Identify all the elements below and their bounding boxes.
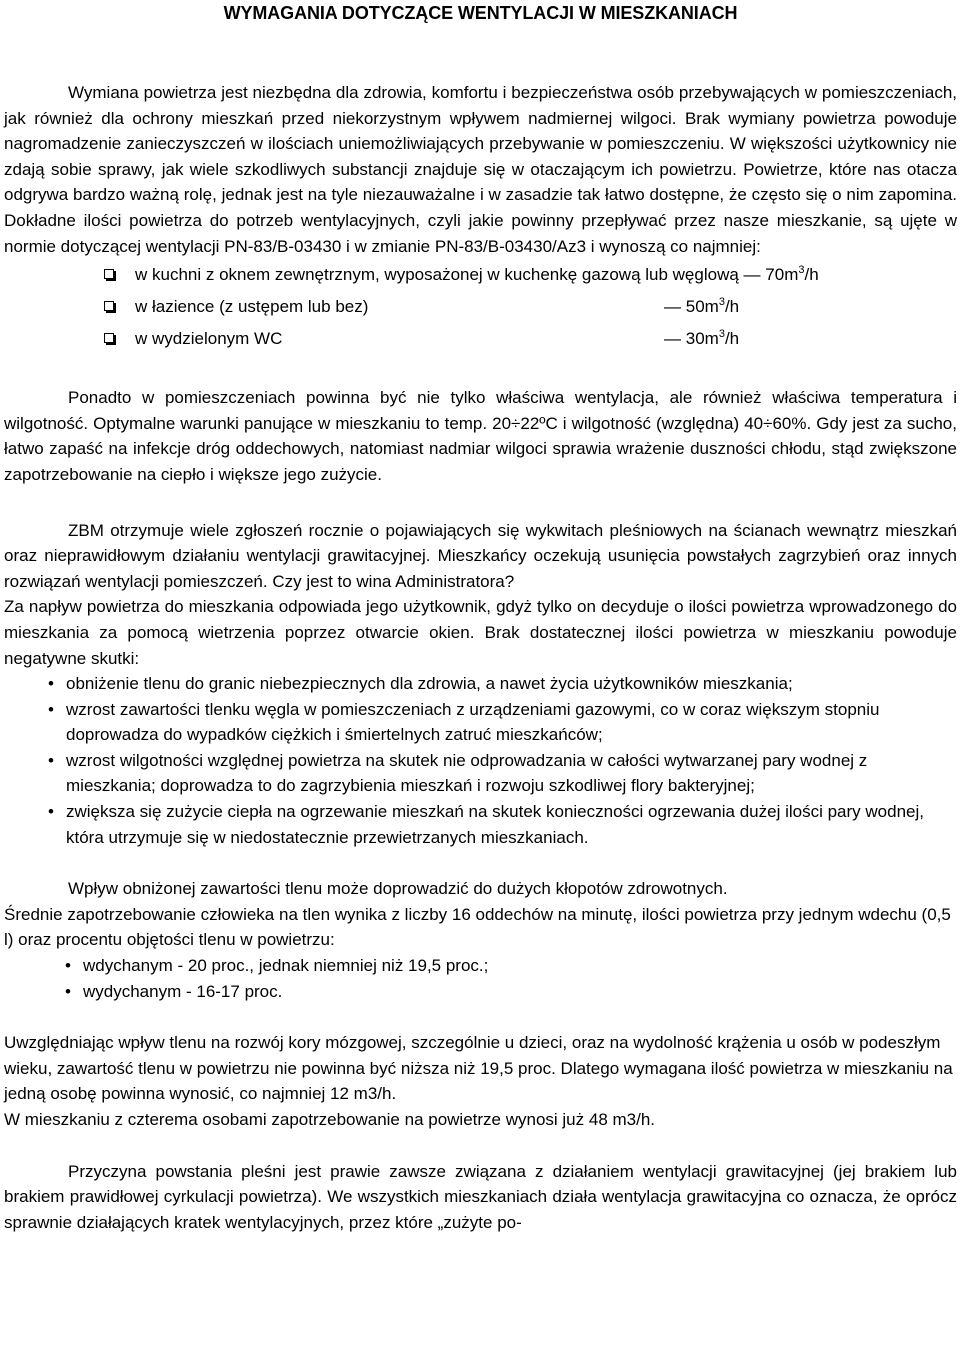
page-title: WYMAGANIA DOTYCZĄCE WENTYLACJI W MIESZKANIACH: [223, 3, 738, 23]
requirement-item: [4, 323, 957, 355]
oxygen-paragraph: Wpływ obniżonej zawartości tlenu może doprowadzić do dużych kłopotów zdrowotnych.: [68, 879, 728, 899]
effect-item: • wzrost zawartości tlenku węgla w pomieszczeniach z urządzeniami gazowymi, co w coraz większym stopniu doprowadza do wypadków ciężkich i śmiertelnych zatruć mieszkańców;: [4, 697, 957, 748]
oxygen-item: • wydychanym - 16-17 proc.: [4, 979, 957, 1005]
requirement-value: — $30m^3/h$: [664, 328, 740, 349]
four-persons-paragraph: W mieszkaniu z czterema osobami zapotrzebowanie na powietrze wynosi już 48 m3/h.: [4, 1110, 656, 1129]
zbm-paragraph: ZBM otrzymuje wiele zgłoszeń rocznie o pojawiających się wykwitach pleśniowych na ścianach wewnątrz mieszkań oraz nieprawidłowym działaniu wentylacji grawitacyjnej. Mieszkańcy oczekują usunięcia powstałych zagrzybień oraz innych rozwiązań wentylacji pomieszczeń. Czy jest to wina Administratora?: [4, 520, 957, 591]
requirement-item: [4, 291, 957, 323]
conditions-paragraph: Ponadto w pomieszczeniach powinna być nie tylko właściwa wentylacja, ale również właściwa temperatura i wilgotność. Optymalne warunki panujące w mieszkaniu to temp. 20÷22ºC i wilgotność (względna) 40÷60%. Gdy jest za sucho, łatwo zapaść na infekcje dróg oddechowych, natomiast nadmiar wilgoci sprawia wrażenie duszności chłodu, stąd zwiększone zapotrzebowanie na ciepło i większe jego zużycie.: [4, 388, 957, 484]
checkbox-bullet-icon: [104, 333, 114, 343]
requirement-item: [4, 259, 957, 291]
mold-paragraph: Przyczyna powstania pleśni jest prawie zawsze związana z działaniem wentylacji grawitacyjnej (jej brakiem lub brakiem prawidłowej cyrkulacji powietrza). We wszystkich mieszkaniach działa wentylacja grawitacyjna co oznacza, że oprócz sprawnie działających kratek wentylacyjnych, przez które „zużyte po-: [4, 1161, 957, 1232]
checkbox-bullet-icon: [104, 301, 114, 311]
checkbox-bullet-icon: [104, 269, 114, 279]
requirement-value: $70m^3/h$: [765, 264, 819, 285]
requirement-dash: —: [743, 265, 761, 285]
effect-item: • wzrost wilgotności względnej powietrza na skutek nie odprowadzania w całości wytwarzanej pary wodnej z mieszkania; doprowadza to do zagrzybienia mieszkań i rozwoju szkodliwej flory bakteryjnej;: [4, 748, 957, 799]
oxygen-list: [4, 953, 957, 1004]
requirements-list: [4, 259, 957, 355]
requirement-label: w łazience (z ustępem lub bez): [135, 297, 369, 317]
requirement-label: w kuchni z oknem zewnętrznym, wyposażonej w kuchenkę gazową lub węglową: [135, 265, 739, 285]
effects-list: [4, 671, 957, 850]
effect-item: • obniżenie tlenu do granic niebezpiecznych dla zdrowia, a nawet życia użytkowników mieszkania;: [4, 671, 957, 697]
intro-paragraph: Wymiana powietrza jest niezbędna dla zdrowia, komfortu i bezpieczeństwa osób przebywających w pomieszczeniach, jak również dla ochrony mieszkań przed niekorzystnym wpływem nadmiernej wilgoci. Brak wymiany powietrza powoduje nagromadzenie zanieczyszczeń w ilościach uniemożliwiających przebywanie w pomieszczeniu. W większości użytkownicy nie zdają sobie sprawy, jak wiele szkodliwych substancji znajduje się w otaczającym ich powietrzu. Powietrze, które nas otacza odgrywa bardzo ważną rolę, jednak jest na tyle niezauważalne i w zasadzie tak łatwo dostępne, że często się o nim zapomina. Dokładne ilości powietrza do potrzeb wentylacyjnych, czyli jakie powinny przepływać przez nasze mieszkanie, są ujęte w normie dotyczącej wentylacji PN-83/B-03430 i w zmianie PN-83/B-03430/Az3 i wynoszą co najmniej:: [4, 83, 957, 256]
effect-item: • zwiększa się zużycie ciepła na ogrzewanie mieszkań na skutek konieczności ogrzewania dużej ilości pary wodnej, która utrzymuje się w niedostatecznie przewietrzanych mieszkaniach.: [4, 799, 957, 850]
brain-paragraph: Uwzględniając wpływ tlenu na rozwój kory mózgowej, szczególnie u dzieci, oraz na wydolność krążenia u osób w podeszłym wieku, zawartość tlenu w powietrzu nie powinna być niższa niż 19,5 proc. Dlatego wymagana ilość powietrza w mieszkaniu na jedną osobę powinna wynosić, co najmniej 12 m3/h.: [4, 1033, 953, 1104]
oxygen-item: • wdychanym - 20 proc., jednak niemniej niż 19,5 proc.;: [4, 953, 957, 979]
oxygen-demand-paragraph: Średnie zapotrzebowanie człowieka na tlen wynika z liczby 16 oddechów na minutę, ilości powietrza przy jednym wdechu (0,5 l) oraz procentu objętości tlenu w powietrzu:: [4, 904, 951, 950]
requirement-label: w wydzielonym WC: [135, 329, 283, 349]
user-responsibility-paragraph: Za napływ powietrza do mieszkania odpowiada jego użytkownik, gdyż tylko on decyduje o ilości powietrza wprowadzonego do mieszkania za pomocą wietrzenia poprzez otwarcie okien. Brak dostatecznej ilości powietrza w mieszkaniu powoduje negatywne skutki:: [4, 597, 957, 668]
document-page: [4, 0, 957, 1235]
requirement-value: — $50m^3/h$: [664, 296, 740, 317]
